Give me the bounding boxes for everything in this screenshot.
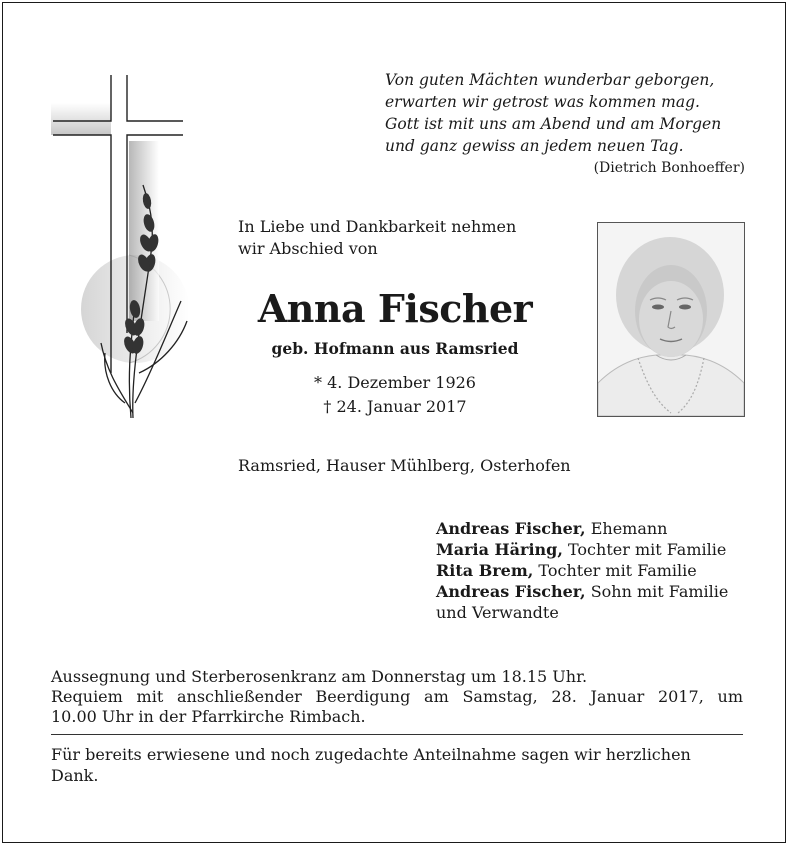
mourner-item xyxy=(436,581,728,602)
mourner-item xyxy=(436,560,728,581)
mourner-relation: Sohn mit Familie xyxy=(585,582,729,601)
poem-line: erwarten wir getrost was kommen mag. xyxy=(385,93,700,111)
mourners-extra: und Verwandte xyxy=(436,603,559,622)
mourner-relation: Tochter mit Familie xyxy=(533,561,697,580)
poem-line: Von guten Mächten wunderbar geborgen, xyxy=(385,71,715,89)
service-details xyxy=(51,667,743,727)
places-of-residence: Ramsried, Hauser Mühlberg, Osterhofen xyxy=(238,456,571,475)
mourner-name: Andreas Fischer, xyxy=(436,582,586,601)
service-line: 10.00 Uhr in der Pfarrkirche Rimbach. xyxy=(51,707,366,726)
mourners-list xyxy=(436,518,728,623)
mourner-item xyxy=(436,518,728,539)
maiden-name: geb. Hofmann aus Ramsried xyxy=(271,339,519,358)
divider xyxy=(51,734,743,735)
mourner-item xyxy=(436,539,728,560)
service-line: Aussegnung und Sterberosenkranz am Donnerstag um 18.15 Uhr. xyxy=(51,667,588,686)
portrait-photo xyxy=(597,222,745,417)
mourner-name: Rita Brem, xyxy=(436,561,534,580)
poem-author: (Dietrich Bonhoeffer) xyxy=(593,160,745,176)
portrait-image xyxy=(598,223,744,416)
mourner-relation: Tochter mit Familie xyxy=(562,540,727,559)
service-line: Requiem mit anschließender Beerdigung am Samstag, 28. Januar 2017, um xyxy=(51,687,743,706)
birth-date: * 4. Dezember 1926 xyxy=(314,373,476,392)
life-dates xyxy=(233,371,557,419)
mourner-name: Andreas Fischer, xyxy=(436,519,586,538)
bonhoeffer-poem xyxy=(385,69,745,179)
obituary-notice xyxy=(2,2,786,843)
intro-line: In Liebe und Dankbarkeit nehmen xyxy=(238,217,517,236)
poem-line: Gott ist mit uns am Abend und am Morgen xyxy=(385,115,722,133)
poem-line: und ganz gewiss an jedem neuen Tag. xyxy=(385,137,684,155)
cross-with-wheat-icon xyxy=(51,73,191,423)
thanks-text: Für bereits erwiesene und noch zugedachte Anteilnahme sagen wir herzlichen Dank. xyxy=(51,745,691,785)
mourner-name: Maria Häring, xyxy=(436,540,563,559)
deceased-name: Anna Fischer xyxy=(257,286,533,331)
death-date: † 24. Januar 2017 xyxy=(323,397,467,416)
intro-text xyxy=(238,216,516,260)
intro-line: wir Abschied von xyxy=(238,239,378,258)
mourner-relation: Ehemann xyxy=(585,519,668,538)
